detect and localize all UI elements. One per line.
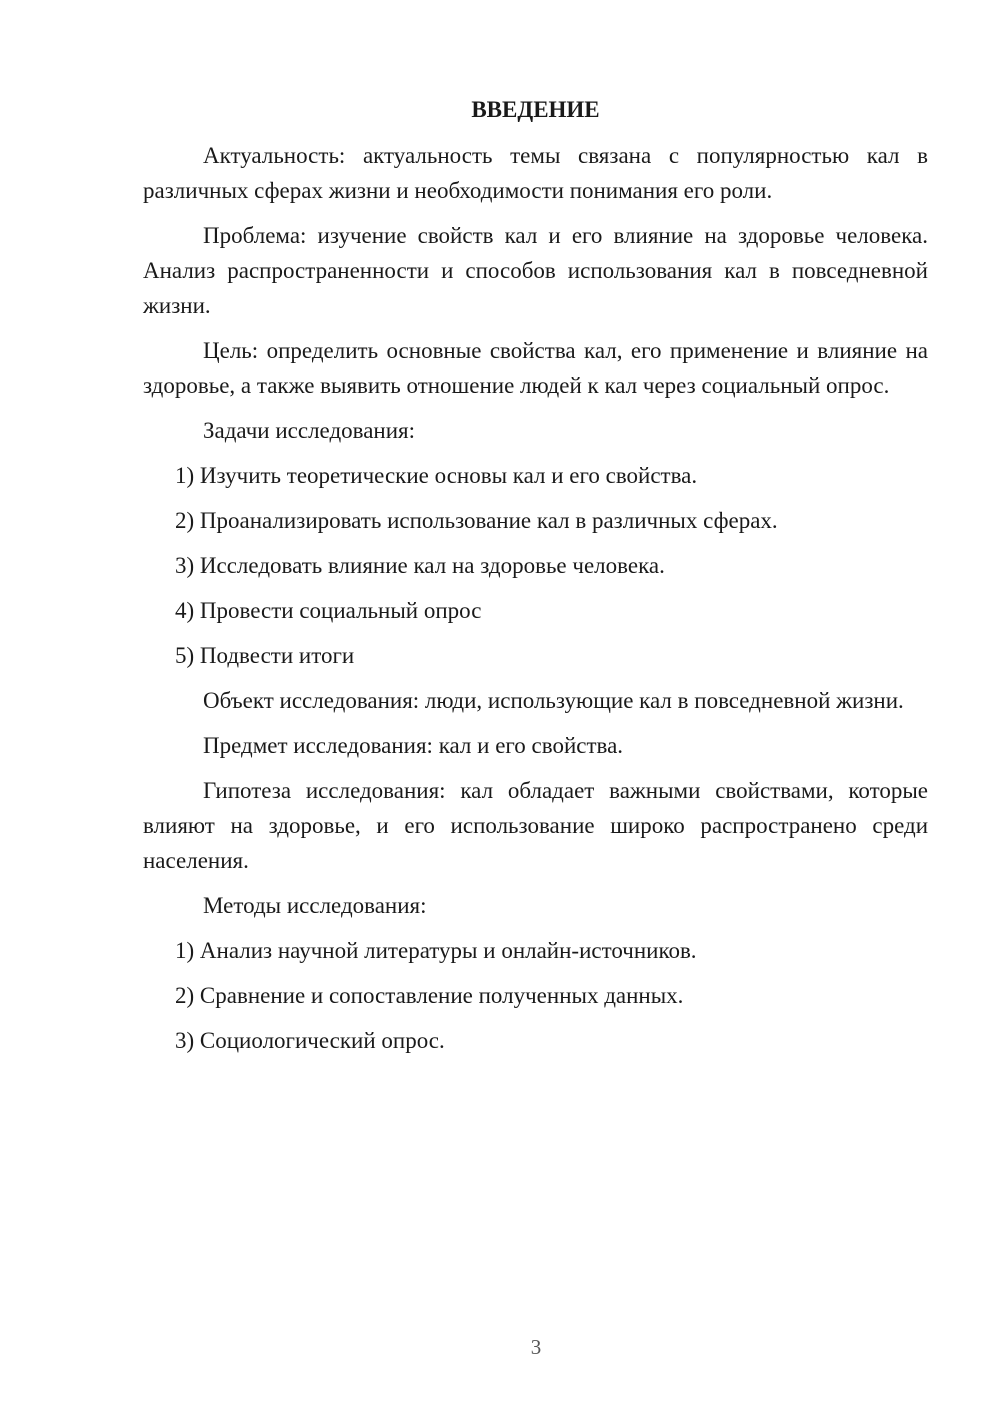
page-title: ВВЕДЕНИЕ: [471, 97, 600, 122]
methods-list: [143, 933, 928, 1058]
task-item: 1) Изучить теоретические основы кал и его свойства.: [175, 463, 698, 488]
task-item: 4) Провести социальный опрос: [175, 598, 482, 623]
page-number: 3: [530, 1335, 542, 1359]
subject-paragraph: Предмет исследования: кал и его свойства.: [203, 733, 624, 758]
method-item: 1) Анализ научной литературы и онлайн-источников.: [175, 938, 697, 963]
method-item: 3) Социологический опрос.: [175, 1028, 445, 1053]
task-item: 3) Исследовать влияние кал на здоровье человека.: [175, 553, 665, 578]
object-paragraph: Объект исследования: люди, использующие кал в повседневной жизни.: [203, 688, 904, 713]
tasks-heading: Задачи исследования:: [203, 418, 416, 443]
methods-heading: Методы исследования:: [203, 893, 427, 918]
relevance-paragraph: Актуальность: актуальность темы связана с популярностью кал в различных сферах жизни и необходимости понимания его роли.: [143, 143, 928, 203]
task-item: 5) Подвести итоги: [175, 643, 355, 668]
problem-paragraph: Проблема: изучение свойств кал и его влияние на здоровье человека. Анализ распространенности и способов использования кал в повседневной жизни.: [143, 223, 928, 318]
task-item: 2) Проанализировать использование кал в различных сферах.: [175, 508, 778, 533]
hypothesis-paragraph: Гипотеза исследования: кал обладает важными свойствами, которые влияют на здоровье, и его использование широко распространено среди населения.: [143, 778, 928, 873]
method-item: 2) Сравнение и сопоставление полученных данных.: [175, 983, 684, 1008]
document-body: [143, 93, 928, 1068]
goal-paragraph: Цель: определить основные свойства кал, его применение и влияние на здоровье, а также выявить отношение людей к кал через социальный опрос.: [143, 338, 928, 398]
tasks-list: [143, 458, 928, 673]
